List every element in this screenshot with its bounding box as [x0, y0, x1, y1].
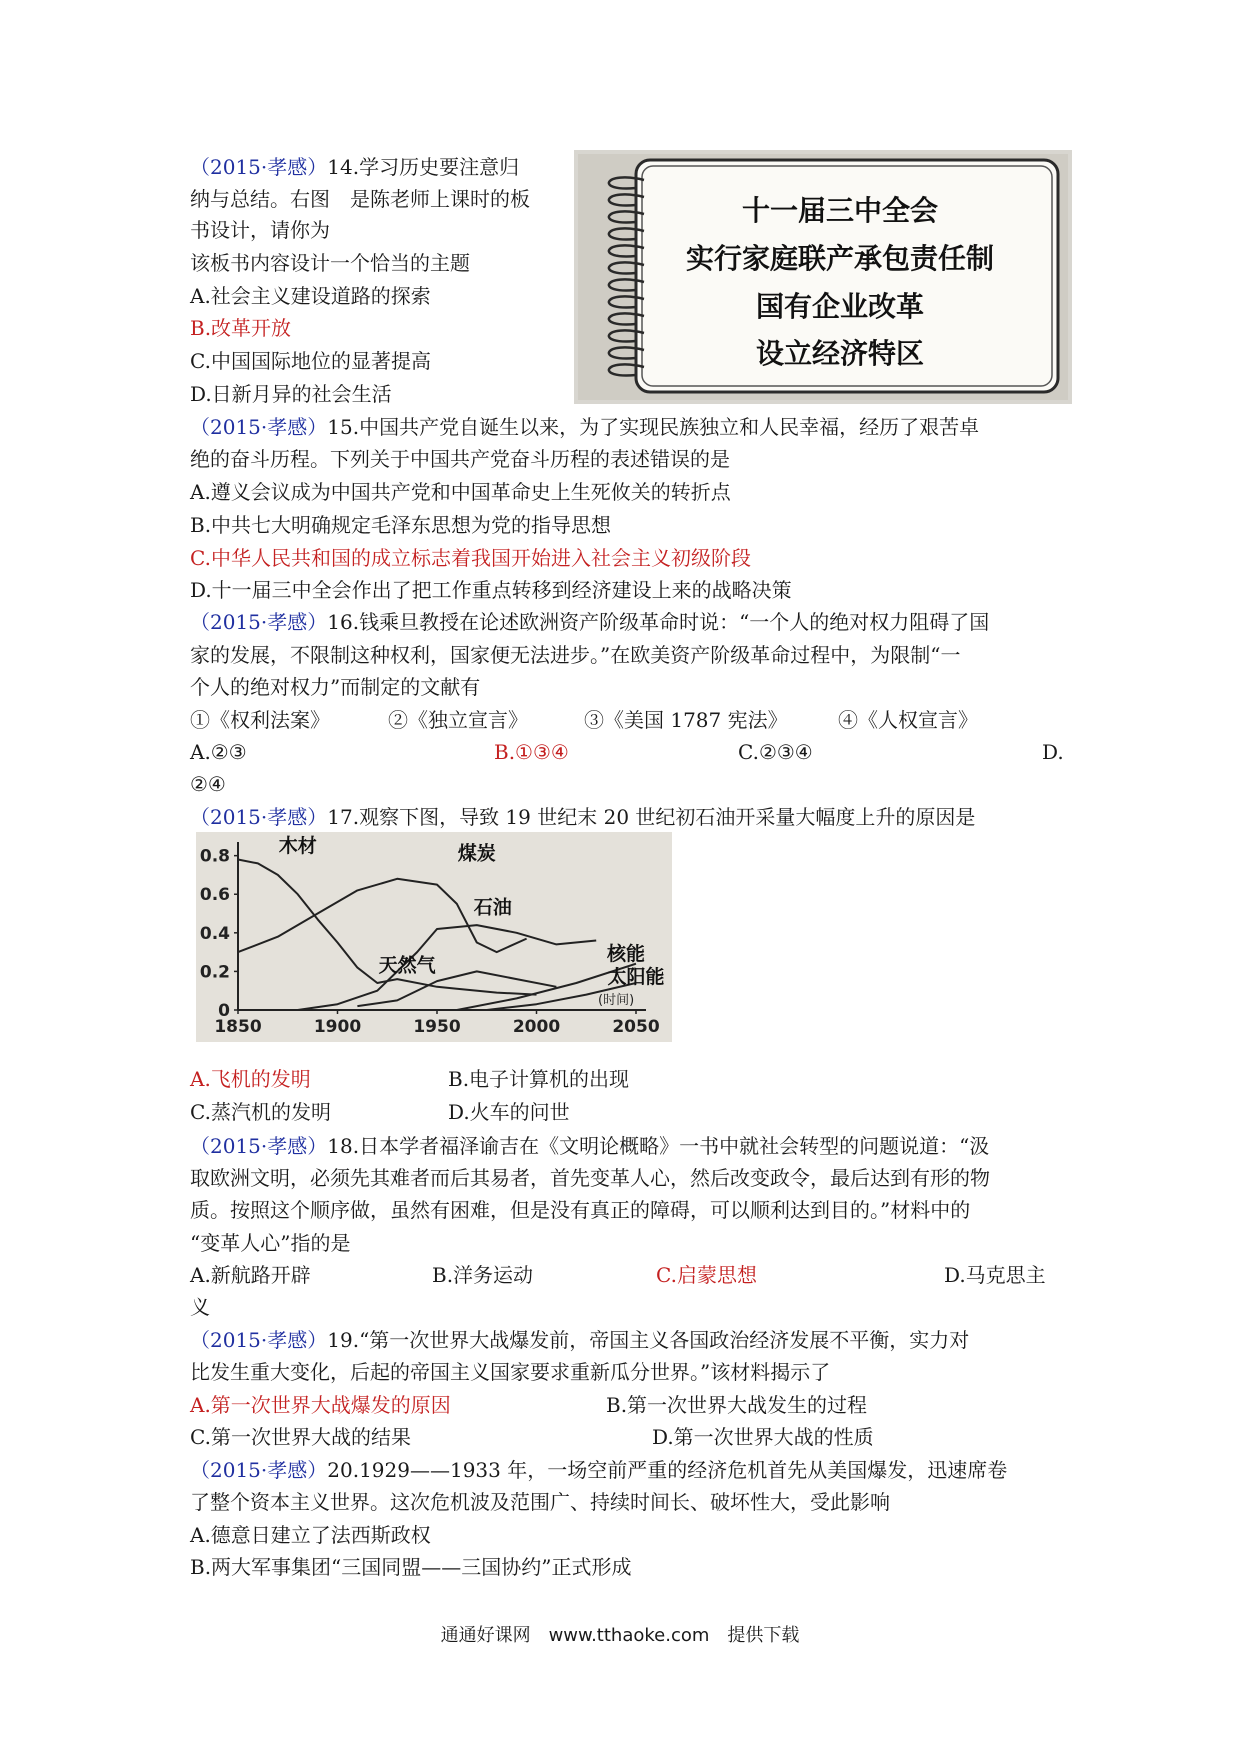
q18-line-4: “变革人心”指的是: [190, 1231, 351, 1255]
q17-option-b: B.电子计算机的出现: [448, 1067, 630, 1091]
q16-line-1: （2015·孝感）16.钱乘旦教授在论述欧洲资产阶级革命时说：“一个人的绝对权力阻碍了国: [190, 610, 990, 634]
q19-line-1: （2015·孝感）19.“第一次世界大战爆发前，帝国主义各国政治经济发展不平衡，实力对: [190, 1328, 970, 1352]
x-tick-label: 1900: [313, 1017, 362, 1037]
source-tag: （2015·孝感）: [190, 155, 328, 179]
x-tick-label: 1950: [413, 1017, 461, 1037]
source-tag: （2015·孝感）: [190, 805, 328, 829]
q16-line-3: 个人的绝对权力”而制定的文献有: [190, 675, 481, 699]
source-tag: （2015·孝感）: [190, 610, 328, 634]
blackboard-image: [574, 150, 1072, 404]
q14-option-d: D.日新月异的社会生活: [190, 382, 392, 406]
series-label: 煤炭: [457, 842, 496, 865]
q18-option-d: D.马克思主: [944, 1263, 1046, 1287]
q14-line-2: 纳与总结。右图 是陈老师上课时的板: [190, 187, 530, 211]
q16-option-d-wrap: ②④: [190, 772, 226, 796]
series-label: 木材: [278, 834, 317, 857]
q17-line-1: （2015·孝感）17.观察下图，导致 19 世纪末 20 世纪初石油开采量大幅度上升的原因是: [190, 805, 976, 829]
q19-option-a-answer: A.第一次世界大战爆发的原因: [190, 1393, 451, 1417]
chart-canvas: [196, 832, 672, 1042]
energy-line-chart: [196, 832, 672, 1042]
q17-option-a-answer: A.飞机的发明: [190, 1067, 311, 1091]
source-tag: （2015·孝感）: [190, 1328, 328, 1352]
q17-option-c: C.蒸汽机的发明: [190, 1100, 331, 1124]
source-tag: （2015·孝感）: [190, 1458, 328, 1482]
q16-option-a: A.②③: [190, 740, 247, 764]
y-tick-label: 0.4: [199, 923, 230, 944]
q20-line-1: （2015·孝感）20.1929——1933 年，一场空前严重的经济危机首先从美国爆发，迅速席卷: [190, 1458, 1008, 1482]
x-tick-label: 1850: [214, 1017, 262, 1037]
series-label: 核能: [607, 942, 646, 965]
q18-line-3: 质。按照这个顺序做，虽然有困难，但是没有真正的障碍，可以顺利达到目的。”材料中的: [190, 1198, 971, 1222]
q19-line-2: 比发生重大变化，后起的帝国主义国家要求重新瓜分世界。”该材料揭示了: [190, 1360, 831, 1384]
q16-line-2: 家的发展，不限制这种权利，国家便无法进步。”在欧美资产阶级革命过程中，为限制“一: [190, 643, 961, 667]
source-tag: （2015·孝感）: [190, 1134, 328, 1158]
series-line: [298, 925, 597, 1010]
q16-item-4: ④《人权宣言》: [838, 708, 978, 732]
q16-item-1: ①《权利法案》: [190, 708, 330, 732]
q18-option-a: A.新航路开辟: [190, 1263, 311, 1287]
q16-option-c: C.②③④: [738, 740, 813, 764]
q14-option-a: A.社会主义建设道路的探索: [190, 284, 431, 308]
q19-option-b: B.第一次世界大战发生的过程: [606, 1393, 868, 1417]
source-tag: （2015·孝感）: [190, 415, 328, 439]
q14-line-1: （2015·孝感）14.学习历史要注意归: [190, 155, 520, 179]
q20-option-a: A.德意日建立了法西斯政权: [190, 1523, 431, 1547]
q15-option-a: A.遵义会议成为中国共产党和中国革命史上生死攸关的转折点: [190, 480, 731, 504]
q20-option-b: B.两大军事集团“三国同盟——三国协约”正式形成: [190, 1555, 632, 1579]
series-label: 石油: [473, 896, 512, 919]
x-tick-label: 2050: [612, 1017, 660, 1037]
q15-option-b: B.中共七大明确规定毛泽东思想为党的指导思想: [190, 513, 612, 537]
x-tick-label: 2000: [512, 1017, 561, 1037]
q20-line-2: 了整个资本主义世界。这次危机波及范围广、持续时间长、破坏性大，受此影响: [190, 1490, 890, 1514]
q15-line-2: 绝的奋斗历程。下列关于中国共产党奋斗历程的表述错误的是: [190, 447, 730, 471]
page-footer: 通通好课网 www.tthaoke.com 提供下载: [440, 1625, 800, 1646]
q14-line-4: 该板书内容设计一个恰当的主题: [190, 251, 470, 275]
x-axis-label: (时间): [598, 993, 635, 1008]
q15-option-d: D.十一届三中全会作出了把工作重点转移到经济建设上来的战略决策: [190, 578, 792, 602]
q18-line-1: （2015·孝感）18.日本学者福泽谕吉在《文明论概略》一书中就社会转型的问题说道：“汲: [190, 1134, 990, 1158]
q18-option-c-answer: C.启蒙思想: [656, 1263, 757, 1287]
q16-option-d: D.: [1042, 740, 1064, 764]
board-line-3: 国有企业改革: [755, 290, 925, 323]
q16-option-b-answer: B.①③④: [494, 740, 569, 764]
q18-option-d-wrap: 义: [190, 1295, 210, 1319]
board-line-2: 实行家庭联产承包责任制: [685, 242, 995, 275]
board-line-4: 设立经济特区: [755, 337, 925, 370]
series-label: 天然气: [378, 954, 436, 977]
q19-option-c: C.第一次世界大战的结果: [190, 1425, 411, 1449]
y-tick-label: 0: [218, 1001, 230, 1021]
blackboard-drawing: [574, 150, 1072, 404]
q16-item-2: ②《独立宣言》: [388, 708, 528, 732]
q15-option-c-answer: C.中华人民共和国的成立标志着我国开始进入社会主义初级阶段: [190, 546, 751, 570]
q19-option-d: D.第一次世界大战的性质: [652, 1425, 874, 1449]
q16-item-3: ③《美国 1787 宪法》: [584, 708, 788, 732]
series-label: 太阳能: [607, 965, 665, 988]
board-line-1: 十一届三中全会: [741, 194, 939, 227]
q14-option-c: C.中国国际地位的显著提高: [190, 349, 431, 373]
y-tick-label: 0.2: [199, 962, 230, 983]
q18-option-b: B.洋务运动: [432, 1263, 534, 1287]
q15-line-1: （2015·孝感）15.中国共产党自诞生以来，为了实现民族独立和人民幸福，经历了艰苦卓: [190, 415, 980, 439]
q14-line-3: 书设计，请你为: [190, 218, 330, 242]
y-tick-label: 0.6: [199, 885, 230, 906]
q18-line-2: 取欧洲文明，必须先其难者而后其易者，首先变革人心，然后改变政令，最后达到有形的物: [190, 1166, 990, 1190]
q17-option-d: D.火车的问世: [448, 1100, 570, 1124]
q14-option-b-answer: B.改革开放: [190, 316, 292, 340]
y-tick-label: 0.8: [199, 846, 230, 867]
